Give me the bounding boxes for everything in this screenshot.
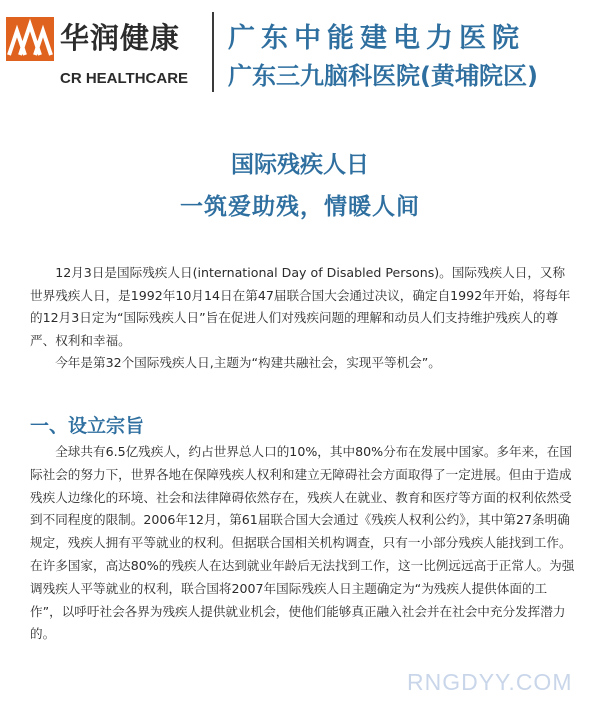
hospital-name-primary: 广东中能建电力医院 bbox=[228, 23, 525, 54]
logo-chinese-name: 华润健康 bbox=[60, 21, 181, 55]
intro-paragraph-2: 今年是第32个国际残疾人日,主题为“构建共融社会，实现平等机会”。 bbox=[55, 355, 441, 370]
page-subtitle: 一筑爱助残，情暖人间 bbox=[180, 194, 420, 220]
intro-paragraph-1: 12月3日是国际残疾人日(international Day of Disabled Persons)。国际残疾人日，又称世界残疾人日，是1992年10月14日在第47届联合国大会通过决议，确定自1992年开始，将每年的12月3日定为“国际残疾人日”旨在促进人们对残疾问题的理解和动员人们支持维护残疾人的尊严、权利和幸福。 bbox=[30, 265, 571, 348]
hospital-name-secondary: 广东三九脑科医院(黄埔院区) bbox=[228, 62, 538, 90]
logo-english-name: CR HEALTHCARE bbox=[60, 70, 189, 87]
page-header bbox=[0, 0, 600, 100]
page-title: 国际残疾人日 bbox=[231, 152, 369, 178]
header-divider bbox=[212, 12, 214, 92]
cr-healthcare-logo-icon bbox=[6, 17, 54, 61]
section-body-purpose: 全球共有6.5亿残疾人，约占世界总人口的10%，其中80%分布在发展中国家。多年来，在国际社会的努力下，世界各地在保障残疾人权利和建立无障碍社会方面取得了一定进展。但由于造成残疾人边缘化的环境、社会和法律障碍依然存在，残疾人在就业、教育和医疗等方面的权利依然受到不同程度的限制。2006年12月，第61届联合国大会通过《残疾人权利公约》，其中第27条明确规定，残疾人拥有平等就业的权利。但据联合国相关机构调查，只有一小部分残疾人能找到工作。在许多国家，高达80%的残疾人在达到就业年龄后无法找到工作，这一比例远远高于正常人。为强调残疾人平等就业的权利，联合国将2007年国际残疾人日主题确定为“为残疾人提供体面的工作”，以呼吁社会各界为残疾人提供就业机会，使他们能够真正融入社会并在社会中充分发挥潜力的。 bbox=[30, 444, 575, 642]
site-watermark: RNGDYY.COM bbox=[407, 669, 573, 695]
intro-section bbox=[30, 262, 575, 375]
section-heading-purpose: 一、设立宗旨 bbox=[30, 415, 145, 437]
